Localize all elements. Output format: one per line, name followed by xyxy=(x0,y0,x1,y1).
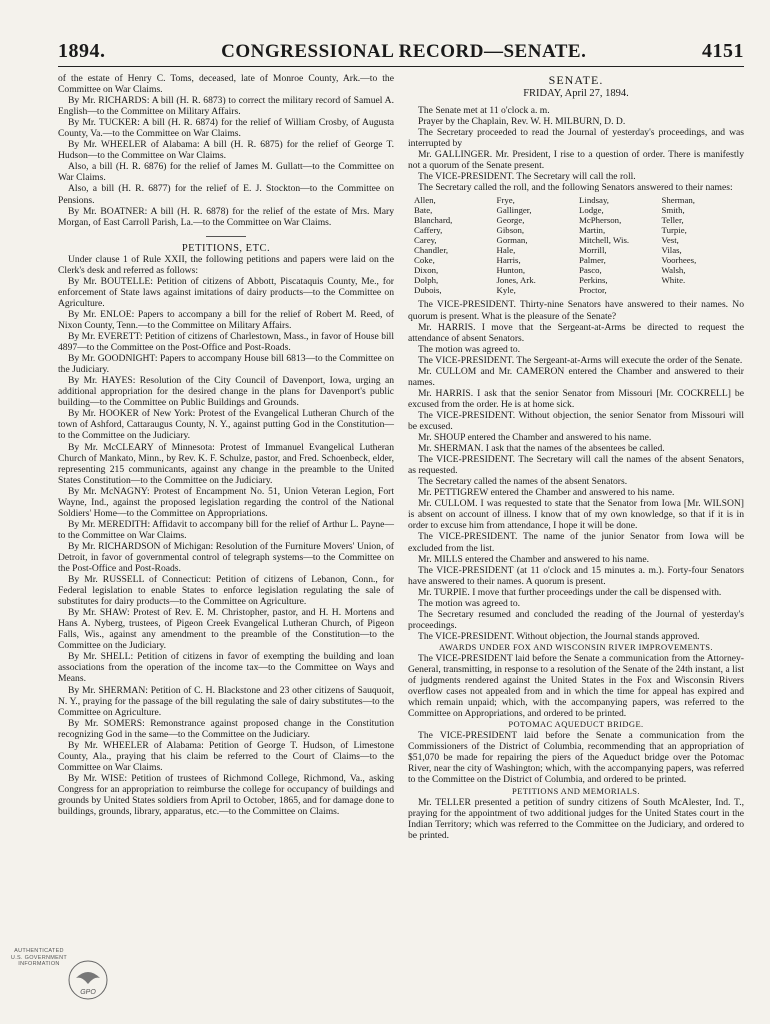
paragraph: The VICE-PRESIDENT (at 11 o'clock and 15 minutes a. m.). Forty-four Senators have answered to their names. A quorum is present. xyxy=(408,564,744,587)
petitions-memorials-heading: PETITIONS AND MEMORIALS. xyxy=(512,785,640,796)
senator-name: Caffery, xyxy=(414,225,443,236)
paragraph: The VICE-PRESIDENT. The Sergeant-at-Arms will execute the order of the Senate. xyxy=(418,354,743,366)
senator-name: Proctor, xyxy=(579,285,607,296)
senator-name: McPherson, xyxy=(579,215,622,226)
senator-name: Lodge, xyxy=(579,205,604,216)
paragraph: The VICE-PRESIDENT. The Secretary will call the names of the absent Senators, as requested. xyxy=(408,454,744,477)
petitions-heading: PETITIONS, ETC. xyxy=(181,242,271,254)
roll-call-names xyxy=(414,195,744,295)
petitions-memorials-paragraph: Mr. TELLER presented a petition of sundry citizens of South McAlester, Ind. T., praying for the appointment of two additional judges for the United States court in the Indian Territory; which was referred to the Committee on the Judiciary, and ordered to be printed. xyxy=(408,796,744,841)
running-head xyxy=(58,40,744,67)
senator-name: Allen, xyxy=(414,195,436,206)
paragraph: By Mr. BOATNER: A bill (H. R. 6878) for the relief of the estate of Mrs. Mary Morgan, of East Carroll Parish, La.—to the Committee on War Claims. xyxy=(58,205,394,228)
paragraph: By Mr. TUCKER: A bill (H. R. 6874) for the relief of William Crosby, of Augusta County, Va.—to the Committee on War Claims. xyxy=(58,117,394,140)
senator-name: Gibson, xyxy=(496,225,525,236)
paragraph: The motion was agreed to. xyxy=(418,343,521,355)
senator-name: Perkins, xyxy=(579,275,608,286)
senator-name: Smith, xyxy=(661,205,685,216)
paragraph: Mr. HARRIS. I ask that the senior Senator from Missouri [Mr. COCKRELL] be excused from the order. He is at home sick. xyxy=(408,387,744,410)
paragraph: Mr. HARRIS. I move that the Sergeant-at-Arms be directed to request the attendance of absent Senators. xyxy=(408,321,744,344)
paragraph: Mr. SHERMAN. I ask that the names of the absentees be called. xyxy=(418,443,665,455)
paragraph: Mr. CULLOM and Mr. CAMERON entered the Chamber and answered to their names. xyxy=(408,365,744,388)
paragraph: Mr. TURPIE. I move that further proceedings under the call be dispensed with. xyxy=(418,586,722,598)
paragraph: The Secretary called the roll, and the following Senators answered to their names: xyxy=(418,182,733,194)
publication-title: CONGRESSIONAL RECORD—SENATE. xyxy=(221,41,587,62)
paragraph: By Mr. SHELL: Petition of citizens in favor of exempting the building and loan associations from the operation of the income tax—to the Committee on Ways and Means. xyxy=(58,651,394,685)
potomac-paragraph: The VICE-PRESIDENT laid before the Senate a communication from the Commissioners of the District of Columbia, recommending that an appropriation of $51,070 be made for repairing the piers of the Aqueduct bridge over the Potomac River, near the city of Washington; which, with the accompanying papers, was referred to the Committee on the District of Columbia, and ordered to be printed. xyxy=(408,730,744,786)
senator-name: Chandler, xyxy=(414,245,449,256)
paragraph: The VICE-PRESIDENT. Without objection, the Journal stands approved. xyxy=(418,630,700,642)
senate-heading: SENATE. xyxy=(548,73,604,87)
senator-name: Pasco, xyxy=(579,265,602,276)
potomac-heading: POTOMAC AQUEDUCT BRIDGE. xyxy=(508,719,644,730)
left-column xyxy=(58,73,394,841)
paragraph: The Secretary resumed and concluded the reading of the Journal of yesterday's proceedings. xyxy=(408,608,744,631)
paragraph: By Mr. ENLOE: Papers to accompany a bill for the relief of Robert M. Reed, of Nixon County, Tenn.—to the Committee on Military Affairs. xyxy=(58,308,394,331)
senator-name: Palmer, xyxy=(579,255,606,266)
senator-name: Walsh, xyxy=(661,265,686,276)
senator-name: Teller, xyxy=(661,215,684,226)
paragraph: Also, a bill (H. R. 6877) for the relief of E. J. Stockton—to the Committee on Pensions. xyxy=(58,183,394,206)
senator-name: Bate, xyxy=(414,205,433,216)
senator-name: Lindsay, xyxy=(579,195,609,206)
page-number: 4151 xyxy=(701,40,744,62)
awards-paragraph: The VICE-PRESIDENT laid before the Senate a communication from the Attorney-General, transmitting, in response to a resolution of the Senate of the 24th instant, a list of judgments rendered against the United States in the Fox and Wisconsin Rivers overflow cases not appealed from and in which the time for appeal has expired and which remain unpaid; which, with the accompanying papers, was referred to the Committee on Appropriations, and ordered to be printed. xyxy=(408,652,744,720)
roll-column xyxy=(414,195,497,295)
paragraph: of the estate of Henry C. Toms, deceased, late of Monroe County, Ark.—to the Committee on War Claims. xyxy=(58,73,394,96)
document-page xyxy=(58,40,744,1010)
paragraph: By Mr. HAYES: Resolution of the City Council of Davenport, Iowa, urging an additional appropriation for the desired change in the plans for Davenport's public building—to the Committee on Public Buildings and Grounds. xyxy=(58,375,394,409)
roll-column xyxy=(497,195,580,295)
quorum-proceedings xyxy=(408,299,744,641)
roll-column xyxy=(579,195,662,295)
paragraph: By Mr. WHEELER of Alabama: A bill (H. R. 6875) for the relief of George T. Hudson—to the Committee on War Claims. xyxy=(58,139,394,162)
section-separator xyxy=(206,236,246,237)
roll-column xyxy=(662,195,745,295)
paragraph: The VICE-PRESIDENT. The Secretary will call the roll. xyxy=(418,171,636,183)
paragraph: Mr. MILLS entered the Chamber and answered to his name. xyxy=(418,553,649,565)
senator-name: Frye, xyxy=(496,195,515,206)
senator-name: Dixon, xyxy=(414,265,439,276)
paragraph: Also, a bill (H. R. 6876) for the relief of James M. Gullatt—to the Committee on War Claims. xyxy=(58,161,394,184)
paragraph: Under clause 1 of Rule XXII, the following petitions and papers were laid on the Clerk's desk and referred as follows: xyxy=(58,253,394,276)
paragraph: By Mr. RICHARDSON of Michigan: Resolution of the Furniture Movers' Union, of Detroit, in favor of governmental control of telegraph systems—to the Committee on the Post-Office and Post-Roads. xyxy=(58,540,394,575)
senator-name: Voorhees, xyxy=(661,255,697,266)
year: 1894. xyxy=(58,40,106,62)
paragraph: By Mr. SOMERS: Remonstrance against proposed change in the Constitution recognizing God in the same—to the Committee on the Judiciary. xyxy=(58,717,394,740)
gpo-authentication-seal xyxy=(8,948,118,1010)
senator-name: Mitchell, Wis. xyxy=(579,235,630,246)
seal-line-2: U.S. GOVERNMENT xyxy=(10,954,68,961)
paragraph: Mr. CULLOM. I was requested to state that the Senator from Iowa [Mr. WILSON] is absent on account of illness. I know that of my own knowledge, so that if it is in order to excuse him from attendance, I hope it will be done. xyxy=(408,498,744,532)
senator-name: Sherman, xyxy=(661,195,695,206)
paragraph: The Senate met at 11 o'clock a. m. xyxy=(418,105,550,117)
paragraph: By Mr. McCLEARY of Minnesota: Protest of Immanuel Evangelical Lutheran Church of Mankato, Minn., by Rev. K. F. Schulze, pastor, and Fred. Schoenbeck, elder, representing 215 communicants, against any change in the preamble to the United States Constitution—to the Committee on the Judiciary. xyxy=(58,441,394,486)
paragraph: By Mr. SHAW: Protest of Rev. E. M. Christopher, pastor, and H. H. Mortens and Hans A. Nyberg, trustees, of Pigeon Creek Evangelical Lutheran Church, of Pigeon Falls, Wis., against any amendment to the preamble of the Constitution—to the Committee on the Judiciary. xyxy=(58,607,394,652)
senator-name: Blanchard, xyxy=(414,215,453,226)
paragraph: By Mr. RICHARDS: A bill (H. R. 6873) to correct the military record of Samuel A. English—to the Committee on Military Affairs. xyxy=(58,95,394,118)
senator-name: Martin, xyxy=(579,225,606,236)
gpo-eagle-icon xyxy=(66,958,110,1002)
paragraph: Mr. GALLINGER. Mr. President, I rise to a question of order. There is manifestly not a quorum of the Senate present. xyxy=(408,149,744,172)
paragraph: The VICE-PRESIDENT. The name of the junior Senator from Iowa will be excluded from the list. xyxy=(408,531,744,554)
senator-name: Hale, xyxy=(496,245,516,256)
paragraph: The Secretary proceeded to read the Journal of yesterday's proceedings, and was interrupted by xyxy=(408,127,744,150)
paragraph: The VICE-PRESIDENT. Thirty-nine Senators have answered to their names. No quorum is present. What is the pleasure of the Senate? xyxy=(408,299,744,322)
senator-name: Carey, xyxy=(414,235,437,246)
paragraph: The Secretary called the names of the absent Senators. xyxy=(418,476,628,488)
paragraph: By Mr. GOODNIGHT: Papers to accompany House bill 6813—to the Committee on the Judiciary. xyxy=(58,353,394,376)
senator-name: Kyle, xyxy=(496,285,516,296)
dateline: FRIDAY, April 27, 1894. xyxy=(523,88,629,100)
paragraph: By Mr. WISE: Petition of trustees of Richmond College, Richmond, Va., asking Congress for an appropriation to reimburse the college for occupancy of buildings and grounds by United States soldiers from April to October, 1865, and for damage done to buildings, grounds, library, apparatus, etc.—to the Committee on Claims. xyxy=(58,772,394,818)
senator-name: Vest, xyxy=(661,235,679,246)
gpo-mark: GPO xyxy=(80,989,96,996)
paragraph: By Mr. WHEELER of Alabama: Petition of George T. Hudson, of Limestone County, Ala., praying that his claim be referred to the Court of Claims—to the Committee on War Claims. xyxy=(58,739,394,773)
paragraph: The motion was agreed to. xyxy=(418,597,521,609)
senator-name: Dolph, xyxy=(414,275,439,286)
bills-list xyxy=(58,73,394,228)
senator-name: Turpie, xyxy=(661,225,687,236)
senator-name: White. xyxy=(661,275,686,286)
house-petitions-list xyxy=(58,254,394,817)
senator-name: Coke, xyxy=(414,255,435,266)
senator-name: Jones, Ark. xyxy=(496,275,536,286)
seal-line-1: AUTHENTICATED xyxy=(14,948,64,954)
senator-name: Vilas, xyxy=(661,245,682,256)
seal-line-3: INFORMATION xyxy=(18,961,60,967)
paragraph: Mr. SHOUP entered the Chamber and answered to his name. xyxy=(418,432,652,444)
senator-name: Harris, xyxy=(496,255,521,266)
paragraph: By Mr. RUSSELL of Connecticut: Petition of citizens of Lebanon, Conn., for Federal legislation to enable States to enforce legislation regulating the sale of substitutes for dairy products—to the Committee on Agriculture. xyxy=(58,574,394,608)
right-column xyxy=(408,73,744,841)
paragraph: By Mr. EVERETT: Petition of citizens of Charlestown, Mass., in favor of House bill 4897—to the Committee on the Post-Office and Post-Roads. xyxy=(58,331,394,354)
paragraph: By Mr. MEREDITH: Affidavit to accompany bill for the relief of Arthur L. Payne—to the Committee on War Claims. xyxy=(58,518,394,541)
paragraph: By Mr. SHERMAN: Petition of C. H. Blackstone and 23 other citizens of Sauquoit, N. Y., praying for the passage of the bill regulating the sale of dairy substitutes—to the Committee on Agriculture. xyxy=(58,684,394,718)
senator-name: Gorman, xyxy=(496,235,528,246)
awards-heading: AWARDS UNDER FOX AND WISCONSIN RIVER IMPROVEMENTS. xyxy=(439,641,713,652)
opening-proceedings xyxy=(408,105,744,193)
senator-name: George, xyxy=(496,215,525,226)
paragraph: The VICE-PRESIDENT. Without objection, the senior Senator from Missouri will be excused. xyxy=(408,409,744,432)
paragraph: Prayer by the Chaplain, Rev. W. H. MILBURN, D. D. xyxy=(418,116,626,128)
senator-name: Hunton, xyxy=(496,265,526,276)
senator-name: Gallinger, xyxy=(496,205,532,216)
senator-name: Dubois, xyxy=(414,285,442,296)
senator-name: Morrill, xyxy=(579,245,607,256)
paragraph: By Mr. McNAGNY: Protest of Encampment No. 51, Union Veteran Legion, Fort Wayne, Ind., against the proposed legislation regarding the control of the National Soldiers' Home—to the Committee on Appropriations. xyxy=(58,485,394,519)
paragraph: By Mr. BOUTELLE: Petition of citizens of Abbott, Piscataquis County, Me., for enforcement of State laws against imitations of dairy products—to the Committee on Agriculture. xyxy=(58,275,394,309)
paragraph: By Mr. HOOKER of New York: Protest of the Evangelical Lutheran Church of the town of Ashford, Cattaraugus County, N. Y., against putting God in the Constitution—to the Committee on the Judiciary. xyxy=(58,408,394,442)
paragraph: Mr. PETTIGREW entered the Chamber and answered to his name. xyxy=(418,487,675,499)
